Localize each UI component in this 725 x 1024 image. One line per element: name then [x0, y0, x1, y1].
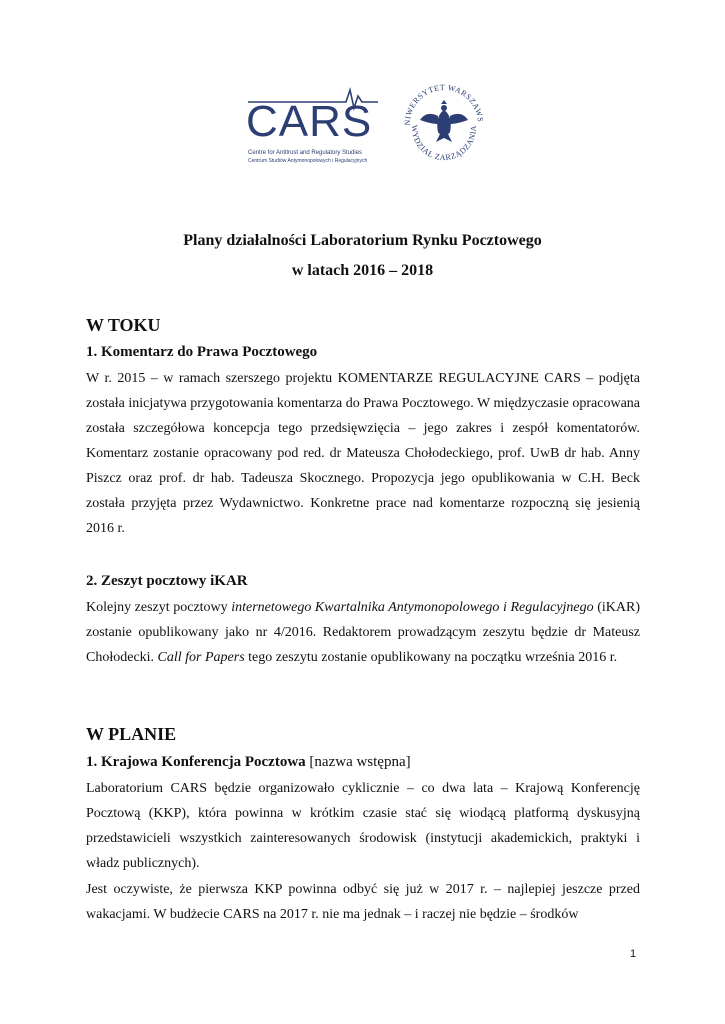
- seal-text-bottom: WYDZIAŁ ZARZĄDZANIA: [409, 124, 479, 163]
- item-heading-konferencja: [86, 754, 411, 771]
- cars-wordmark: CARS: [246, 97, 373, 146]
- paragraph-zeszyt-text-b: (iKAR) zostanie opublikowany jako nr 4/2016. Redaktorem prowadzącym zeszytu będzie dr Mateusz Chołodecki.: [86, 600, 640, 665]
- item-heading-konferencja-note: [nazwa wstępna]: [309, 754, 411, 770]
- cars-logo: [246, 78, 386, 170]
- seal-text-top: NIWERSYTET WARSZAWS: [402, 82, 486, 126]
- item-heading-komentarz: 1. Komentarz do Prawa Pocztowego: [86, 344, 318, 360]
- paragraph-zeszyt: [86, 595, 640, 670]
- paragraph-zeszyt-italic-cfp: Call for Papers: [157, 650, 245, 665]
- document-title-line2: w latach 2016 – 2018: [291, 262, 434, 279]
- page-number: 1: [630, 948, 637, 960]
- document-title-line1: Plany działalności Laboratorium Rynku Pocztowego: [183, 232, 542, 249]
- paragraph-konferencja-2: Jest oczywiste, że pierwsza KKP powinna odbyć się już w 2017 r. – najlepiej jeszcze przed wakacjami. W budżecie CARS na 2017 r. nie ma jednak – i raczej nie będzie – środków: [86, 882, 640, 922]
- university-seal: [398, 78, 490, 170]
- paragraph-konferencja-1: Laboratorium CARS będzie organizowało cyklicznie – co dwa lata – Krajową Konferencję Pocztową (KKP), która powinna w krótkim czasie stać się wiodącą platformą dyskusyjną przedstawicieli wszystkich zainteresowanych środowisk (instytucji akademickich, praktyki i władz publicznych).: [86, 781, 640, 871]
- eagle-seal-icon: [398, 78, 490, 170]
- section-heading-w-planie: W PLANIE: [86, 724, 177, 744]
- cars-subtitle-pl: Centrum Studiów Antymonopolowych i Regulacyjnych: [248, 158, 368, 164]
- item-heading-konferencja-title: 1. Krajowa Konferencja Pocztowa: [86, 754, 306, 770]
- section-heading-w-toku: W TOKU: [86, 315, 161, 335]
- header-logos: [246, 78, 486, 174]
- paragraph-komentarz: W r. 2015 – w ramach szerszego projektu KOMENTARZE REGULACYJNE CARS – podjęta została inicjatywa przygotowania komentarza do Prawa Pocztowego. W międzyczasie opracowana została szczegółowa koncepcja tego przedsięwzięcia – jego zakres i zespół komentatorów. Komentarz zostanie opracowany pod red. dr Mateusza Chołodeckiego, prof. UwB dr hab. Anny Piszcz oraz prof. dr hab. Tadeusza Skocznego. Propozycja jego opublikowania w C.H. Beck została przyjęta przez Wydawnictwo. Konkretne prace nad komentarze rozpoczną się jesienią 2016 r.: [86, 371, 640, 536]
- paragraph-zeszyt-text-a: Kolejny zeszyt pocztowy: [86, 600, 232, 615]
- paragraph-zeszyt-italic-journal: internetowego Kwartalnika Antymonopolowego i Regulacyjnego: [231, 600, 594, 615]
- cars-subtitle-en: Centre for Antitrust and Regulatory Studies: [248, 150, 363, 156]
- paragraph-zeszyt-text-c: tego zeszytu zostanie opublikowany na początku września 2016 r.: [244, 650, 618, 665]
- item-heading-zeszyt: 2. Zeszyt pocztowy iKAR: [86, 573, 248, 589]
